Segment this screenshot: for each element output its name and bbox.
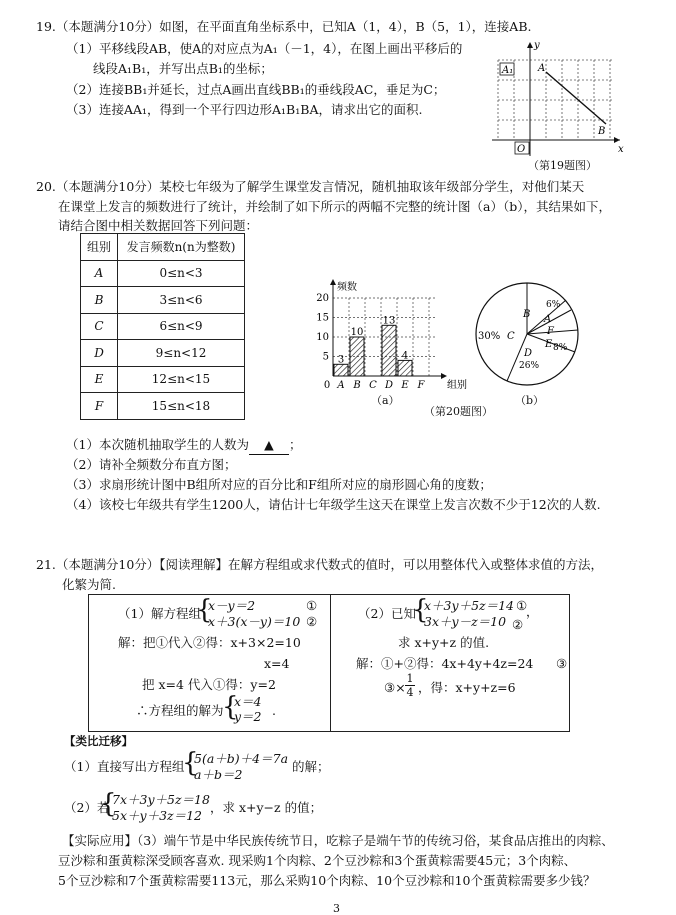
y-tick-label: 15 xyxy=(316,312,329,324)
ex1-brace: { xyxy=(196,595,213,625)
y-tick-label: 5 xyxy=(322,351,329,363)
x-tick-label: C xyxy=(369,380,377,391)
ex2-eq1: x＋3y＋5z＝14 xyxy=(424,598,515,613)
q20-line1: 在课堂上发言的频数进行了统计，并绘制了如下所示的两幅不完整的统计图（a）（b），其结果如下， xyxy=(58,199,611,214)
analogy-part2-eq1: 7x＋3y＋5z＝18 xyxy=(112,792,210,807)
q19-part1-cont: 线段A₁B₁，并写出点B₁的坐标； xyxy=(93,61,273,76)
label-x-axis: x xyxy=(618,144,624,155)
table-cell: F xyxy=(81,393,118,420)
x-tick-label: A xyxy=(337,380,345,391)
analogy-part2-eq2: 5x＋y＋3z＝12 xyxy=(112,808,203,823)
page-number: 3 xyxy=(333,902,340,915)
pie-label-f: F xyxy=(547,326,554,337)
application-line3: 5个豆沙粽和7个蛋黄粽需要113元，那么采购10个肉粽、10个豆沙粽和10个蛋黄粽需要多少钱？ xyxy=(58,873,596,888)
x-axis-label: 组别 xyxy=(447,380,467,391)
application-line2: 豆沙粽和蛋黄粽深受顾客喜欢. 现采购1个肉粽、2个豆沙粽和3个蛋黄粽需要45元；3个肉粽、 xyxy=(58,853,577,868)
q21-header-cont: 化繁为简. xyxy=(62,577,116,592)
table-header-cell: 组别 xyxy=(81,234,118,261)
analogy-part1-brace: { xyxy=(182,748,199,778)
analogy-part1-eq2: a＋b＝2 xyxy=(194,767,243,782)
q19-coordinate-grid xyxy=(488,36,628,171)
table-row xyxy=(81,340,245,367)
origin-label: 0 xyxy=(323,380,331,391)
ex2-mark3: ③ xyxy=(556,656,568,671)
q19-part3: （3）连接AA₁，得到一个平行四边形A₁B₁BA，请求出它的面积. xyxy=(66,102,423,117)
q20-part1 xyxy=(66,436,301,455)
label-y-axis: y xyxy=(534,40,540,51)
q20-header: 20.（本题满分10分）某校七年级为了解学生课堂发言情况，随机抽取该年级部分学生，对他们某天 xyxy=(36,179,585,194)
ex2-step1: 求 x+y+z 的值. xyxy=(398,635,490,650)
ex2-step3-a: ③× xyxy=(384,680,406,695)
pie-chart xyxy=(470,258,590,398)
pie-label-8pct: 8% xyxy=(553,343,568,353)
table-cell: 12≤n<15 xyxy=(118,366,245,393)
q20-part4: （4）该校七年级共有学生1200人，请估计七年级学生这天在课堂上发言次数不少于12次的人数. xyxy=(66,497,601,512)
ex1-sol2: y＝2 xyxy=(234,709,262,724)
pie-label-d: D xyxy=(524,348,533,359)
table-cell: D xyxy=(81,340,118,367)
table-cell: 6≤n<9 xyxy=(118,313,245,340)
table-cell: 9≤n<12 xyxy=(118,340,245,367)
ex1-title: （1）解方程组 xyxy=(118,606,201,621)
analogy-part2-b: ，求 x+y−z 的值； xyxy=(210,800,323,815)
ex2-comma: ， xyxy=(526,604,539,619)
table-header-row xyxy=(81,234,245,261)
y-axis-label: 频数 xyxy=(337,282,357,293)
analogy-part2-brace: { xyxy=(100,789,117,819)
x-tick-label: D xyxy=(384,380,394,391)
table-row xyxy=(81,287,245,314)
ex1-sol1: x＝4 xyxy=(234,694,262,709)
q20-part1-text: （1）本次随机抽取学生的人数为 xyxy=(66,437,249,452)
ex1-step4: ∴方程组的解为 xyxy=(136,703,224,718)
table-cell: E xyxy=(81,366,118,393)
q19-header: 19.（本题满分10分）如图，在平面直角坐标系中，已知A（1，4），B（5，1），连接AB. xyxy=(36,19,532,34)
ex2-brace: { xyxy=(412,595,429,625)
example-divider xyxy=(330,594,331,731)
pie-label-30pct: 30% xyxy=(478,331,501,342)
table-cell: B xyxy=(81,287,118,314)
bar-B xyxy=(350,337,364,376)
q19-caption: （第19题图） xyxy=(528,159,597,172)
q19-part2: （2）连接BB₁并延长，过点A画出直线BB₁的垂线段AC，垂足为C； xyxy=(66,82,446,97)
q21-header: 21.（本题满分10分）【阅读理解】在解方程组或求代数式的值时，可以用整体代入或整体求值的方法， xyxy=(36,557,604,572)
ex2-title: （2）已知 xyxy=(358,606,416,621)
table-cell: A xyxy=(81,260,118,287)
ex1-eq2: x＋3(x－y)＝10 xyxy=(208,614,301,629)
ex1-dot: . xyxy=(272,703,276,718)
bar-data-label: 10 xyxy=(350,327,364,338)
table-row xyxy=(81,393,245,420)
ex1-step2: x=4 xyxy=(264,656,290,671)
ex2-fraction xyxy=(405,672,415,699)
table-cell: 3≤n<6 xyxy=(118,287,245,314)
label-b: B xyxy=(598,126,606,137)
ex1-step1: 解：把①代入②得：x+3×2=10 xyxy=(118,635,301,650)
table-header-cell: 发言频数n(n为整数) xyxy=(118,234,245,261)
histogram-chart xyxy=(305,278,475,393)
y-tick-label: 20 xyxy=(316,293,329,304)
table-cell: 15≤n<18 xyxy=(118,393,245,420)
label-a: A xyxy=(538,63,546,74)
q20-part2: （2）请补全频数分布直方图； xyxy=(66,457,237,472)
analogy-part1-eq1: 5(a＋b)＋4＝7a xyxy=(194,751,289,766)
x-tick-label: F xyxy=(417,380,425,391)
ex2-step3-b: ，得：x+y+z=6 xyxy=(418,680,516,695)
label-a1: A₁ xyxy=(502,65,514,76)
label-origin: O xyxy=(517,144,526,155)
pie-label-e: E xyxy=(545,339,553,350)
x-tick-label: E xyxy=(401,380,409,391)
q20-part1-end: ； xyxy=(288,437,302,452)
bar-data-label: 13 xyxy=(382,315,396,327)
analogy-heading: 【类比迁移】 xyxy=(64,734,133,748)
ex1-sol-brace: { xyxy=(222,692,239,722)
analogy-part1-b: 的解； xyxy=(292,759,330,774)
table-row xyxy=(81,313,245,340)
q19-part1: （1）平移线段AB，使A的对应点为A₁（－1，4），在图上画出平移后的 xyxy=(66,41,463,56)
q20-part3: （3）求扇形统计图中B组所对应的百分比和F组所对应的扇形圆心角的度数； xyxy=(66,477,492,492)
bar-D xyxy=(382,325,396,376)
bar-data-label: 3 xyxy=(337,354,345,366)
ex1-mark2: ② xyxy=(306,614,318,629)
table-row xyxy=(81,260,245,287)
analogy-part2-a: （2）若 xyxy=(64,800,110,815)
analogy-part1-a: （1）直接写出方程组 xyxy=(64,759,185,774)
ex1-eq1: x－y＝2 xyxy=(208,598,256,613)
q20-line2: 请结合图中相关数据回答下列问题： xyxy=(58,218,259,233)
answer-blank: ▲ xyxy=(249,436,289,455)
bar-data-label: 4 xyxy=(401,350,409,362)
frequency-table xyxy=(80,233,245,420)
ex1-mark1: ① xyxy=(306,598,318,613)
bar-chart-caption: （a） xyxy=(371,394,400,407)
pie-label-b: B xyxy=(523,309,531,320)
ex1-step3: 把 x=4 代入①得：y=2 xyxy=(142,677,276,692)
ex2-mark2: ② xyxy=(512,617,524,632)
pie-label-c: C xyxy=(507,331,515,342)
table-row xyxy=(81,366,245,393)
pie-label-6pct: 6% xyxy=(546,300,561,310)
ex2-mark1: ① xyxy=(516,598,528,613)
pie-label-26pct: 26% xyxy=(519,361,540,371)
bar-E xyxy=(398,360,412,376)
ex2-step2: 解：①+②得：4x+4y+4z=24 xyxy=(356,656,534,671)
y-tick-label: 10 xyxy=(316,332,329,343)
bar-A xyxy=(334,364,348,376)
fraction-numerator: 1 xyxy=(406,672,414,685)
fraction-denominator: 4 xyxy=(406,686,414,699)
q20-caption: （第20题图） xyxy=(424,405,493,418)
x-tick-label: B xyxy=(353,380,361,391)
ex2-eq2: 3x＋y－z＝10 xyxy=(424,614,507,629)
table-cell: 0≤n<3 xyxy=(118,260,245,287)
pie-label-a: A xyxy=(544,314,552,325)
table-cell: C xyxy=(81,313,118,340)
pie-chart-caption: （b） xyxy=(515,394,545,407)
application-line1: 【实际应用】（3）端午节是中华民族传统节日，吃粽子是端午节的传统习俗，某食品店推出的肉粽、 xyxy=(62,833,614,848)
